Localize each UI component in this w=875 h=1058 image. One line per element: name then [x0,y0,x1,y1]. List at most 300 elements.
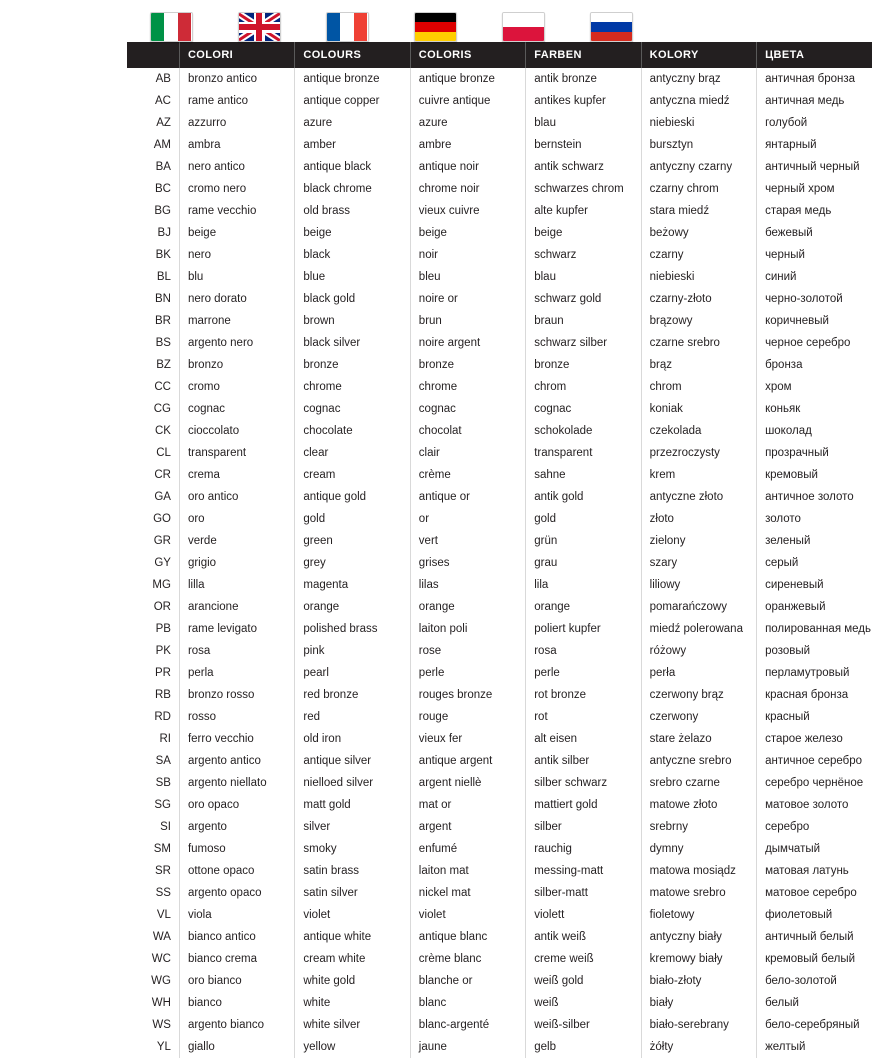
table-row [127,684,872,706]
color-names-table [127,42,872,1058]
cell-color-name: зеленый [757,530,872,552]
cell-code: GR [153,535,171,547]
cell-color-name: lila [526,574,641,596]
cell-color-name: antik gold [526,486,641,508]
cell-code: RD [154,711,171,723]
cell-code: YL [156,1041,171,1053]
table-row [127,464,872,486]
cell-color-name: nero antico [179,156,294,178]
cell-color-name: stara miedź [641,200,756,222]
cell-color-name: matowe srebro [641,882,756,904]
cell-color-name: red [295,706,410,728]
cell-color-name: schwarz silber [526,332,641,354]
cell-code: RI [159,733,171,745]
cell-color-name: old iron [295,728,410,750]
table-row [127,156,872,178]
cell-color-name: vieux cuivre [410,200,525,222]
cell-color-name: pearl [295,662,410,684]
cell-color-name: cognac [179,398,294,420]
cell-code: GA [154,491,171,503]
cell-color-name: schwarzes chrom [526,178,641,200]
cell-color-name: бронза [757,354,872,376]
cell-color-name: perła [641,662,756,684]
cell-color-name: черно-золотой [757,288,872,310]
cell-color-name: kremowy biały [641,948,756,970]
cell-color-name: schwarz [526,244,641,266]
table-row [127,794,872,816]
table-header [127,42,872,68]
cell-color-name: creme weiß [526,948,641,970]
cell-color-name: бежевый [757,222,872,244]
cell-color-name: beżowy [641,222,756,244]
header-colours: COLOURS [295,42,410,68]
cell-code: AC [154,95,171,107]
cell-color-name: black gold [295,288,410,310]
cell-color-name: chrom [641,376,756,398]
cell-color-name: nielloed silver [295,772,410,794]
cell-color-name: szary [641,552,756,574]
cell-color-name: розовый [757,640,872,662]
cell-color-name: bianco crema [179,948,294,970]
cell-code: SI [160,821,171,833]
cell-code: SB [155,777,171,789]
cell-color-name: alt eisen [526,728,641,750]
cell-color-name: poliert kupfer [526,618,641,640]
table-row [127,618,872,640]
table-row [127,860,872,882]
cell-color-name: antyczny biały [641,926,756,948]
table-row [127,838,872,860]
cell-color-name: коричневый [757,310,872,332]
cell-color-name: blanche or [410,970,525,992]
cell-color-name: biało-serebrany [641,1014,756,1036]
cell-color-name: blau [526,112,641,134]
cell-color-name: черное серебро [757,332,872,354]
table-row [127,706,872,728]
cell-color-name: oro opaco [179,794,294,816]
cell-code: OR [153,601,171,613]
cell-color-name: beige [410,222,525,244]
cell-code: AM [153,139,171,151]
cell-color-name: schokolade [526,420,641,442]
header-cveta: ЦВЕТА [757,42,872,68]
cell-color-name: pink [295,640,410,662]
cell-color-name: vert [410,530,525,552]
table-row [127,178,872,200]
cell-color-name: cream white [295,948,410,970]
cell-color-name: silber schwarz [526,772,641,794]
cell-color-name: ferro vecchio [179,728,294,750]
cell-code: BG [154,205,171,217]
cell-color-name: бело-золотой [757,970,872,992]
cell-color-name: rosa [179,640,294,662]
header-farben: FARBEN [526,42,641,68]
cell-color-name: noire argent [410,332,525,354]
cell-color-name: cuivre antique [410,90,525,112]
cell-color-name: rame antico [179,90,294,112]
cell-color-name: fumoso [179,838,294,860]
cell-color-name: blu [179,266,294,288]
cell-color-name: matt gold [295,794,410,816]
cell-color-name: laiton mat [410,860,525,882]
cell-code: SA [155,755,171,767]
table-row [127,574,872,596]
cell-code: BA [155,161,171,173]
cell-color-name: cioccolato [179,420,294,442]
table-row [127,926,872,948]
cell-color-name: chrom [526,376,641,398]
cell-color-name: stare żelazo [641,728,756,750]
cell-color-name: rot bronze [526,684,641,706]
cell-color-name: bronzo antico [179,68,294,90]
cell-code: GY [154,557,171,569]
cell-color-name: rame vecchio [179,200,294,222]
cell-color-name: srebro czarne [641,772,756,794]
cell-color-name: матовое золото [757,794,872,816]
cell-color-name: weiß-silber [526,1014,641,1036]
cell-color-name: argento niellato [179,772,294,794]
cell-code: WH [151,997,171,1009]
cell-code: SM [153,843,171,855]
cell-color-name: antique noir [410,156,525,178]
cell-color-name: bronzo rosso [179,684,294,706]
cell-color-name: crème blanc [410,948,525,970]
table-row [127,1036,872,1058]
table-row [127,200,872,222]
cell-code: BS [155,337,171,349]
cell-color-name: bernstein [526,134,641,156]
cell-color-name: old brass [295,200,410,222]
table-row [127,68,872,90]
cell-code: GO [153,513,171,525]
cell-color-name: argent [410,816,525,838]
cell-color-name: czerwony [641,706,756,728]
cell-color-name: argento antico [179,750,294,772]
cell-color-name: srebrny [641,816,756,838]
cell-color-name: argento bianco [179,1014,294,1036]
cell-color-name: black [295,244,410,266]
cell-color-name: argento opaco [179,882,294,904]
cell-color-name: zielony [641,530,756,552]
cell-color-name: bianco antico [179,926,294,948]
table-row [127,1014,872,1036]
cell-color-name: giallo [179,1036,294,1058]
cell-color-name: red bronze [295,684,410,706]
cell-color-name: silver [295,816,410,838]
cell-color-name: czarny-złoto [641,288,756,310]
cell-color-name: złoto [641,508,756,530]
cell-color-name: античная медь [757,90,872,112]
cell-color-name: cognac [526,398,641,420]
cell-color-name: beige [526,222,641,244]
cell-color-name: cromo [179,376,294,398]
cell-color-name: argent niellè [410,772,525,794]
cell-color-name: oro bianco [179,970,294,992]
table-row [127,882,872,904]
cell-color-name: white silver [295,1014,410,1036]
cell-color-name: rauchig [526,838,641,860]
header-kolory: KOLORY [641,42,756,68]
cell-color-name: lilla [179,574,294,596]
table-row [127,948,872,970]
cell-color-name: матовое серебро [757,882,872,904]
cell-color-name: antik schwarz [526,156,641,178]
cell-color-name: античное золото [757,486,872,508]
cell-color-name: bursztyn [641,134,756,156]
cell-color-name: messing-matt [526,860,641,882]
cell-color-name: кремовый [757,464,872,486]
cell-color-name: liliowy [641,574,756,596]
table-row [127,816,872,838]
cell-color-name: azure [410,112,525,134]
cell-color-name: grey [295,552,410,574]
cell-color-name: silber [526,816,641,838]
cell-color-name: янтарный [757,134,872,156]
cell-color-name: коньяк [757,398,872,420]
cell-color-name: белый [757,992,872,1014]
cell-color-name: красная бронза [757,684,872,706]
cell-color-name: античное серебро [757,750,872,772]
cell-color-name: antique white [295,926,410,948]
cell-color-name: niebieski [641,266,756,288]
cell-color-name: smoky [295,838,410,860]
cell-color-name: przezroczysty [641,442,756,464]
cell-color-name: blanc [410,992,525,1014]
cell-color-name: старая медь [757,200,872,222]
cell-code: VL [156,909,171,921]
cell-color-name: black silver [295,332,410,354]
cell-color-name: blanc-argenté [410,1014,525,1036]
cell-color-name: żółty [641,1036,756,1058]
cell-color-name: nickel mat [410,882,525,904]
cell-code: BL [156,271,171,283]
cell-color-name: beige [295,222,410,244]
cell-color-name: nero [179,244,294,266]
cell-color-name: matowa mosiądz [641,860,756,882]
flag-cell-france [303,12,391,42]
cell-color-name: orange [526,596,641,618]
cell-color-name: or [410,508,525,530]
cell-color-name: braun [526,310,641,332]
cell-color-name: white [295,992,410,1014]
cell-color-name: white gold [295,970,410,992]
cell-color-name: lilas [410,574,525,596]
flag-cell-russia [567,12,655,42]
table-row [127,288,872,310]
cell-color-name: black chrome [295,178,410,200]
cell-color-name: czarny [641,244,756,266]
cell-color-name: viola [179,904,294,926]
cell-color-name: czarny chrom [641,178,756,200]
header-coloris: COLORIS [410,42,525,68]
table-row [127,398,872,420]
cell-code: BZ [156,359,171,371]
header-colori: COLORI [179,42,294,68]
cell-color-name: blau [526,266,641,288]
cell-color-name: silber-matt [526,882,641,904]
table-row [127,970,872,992]
table-row [127,904,872,926]
cell-code: CG [153,403,171,415]
cell-color-name: chrome [295,376,410,398]
cell-code: RB [154,689,171,701]
cell-color-name: polished brass [295,618,410,640]
cell-code: PK [155,645,171,657]
flag-germany [414,12,457,42]
cell-color-name: antyczny brąz [641,68,756,90]
cell-color-name: transparent [179,442,294,464]
cell-color-name: серебро [757,816,872,838]
cell-color-name: сиреневый [757,574,872,596]
cell-code: BN [154,293,171,305]
cell-color-name: brąz [641,354,756,376]
cell-color-name: azure [295,112,410,134]
cell-color-name: старое железо [757,728,872,750]
cell-color-name: grigio [179,552,294,574]
cell-color-name: cromo nero [179,178,294,200]
cell-code: CR [154,469,171,481]
cell-color-name: красный [757,706,872,728]
cell-color-name: różowy [641,640,756,662]
cell-color-name: chrome [410,376,525,398]
cell-color-name: antik weiß [526,926,641,948]
cell-code: SG [154,799,171,811]
cell-color-name: verde [179,530,294,552]
flag-united-kingdom [238,12,281,42]
flag-cell-poland [479,12,567,42]
table-row [127,90,872,112]
cell-color-name: bronze [410,354,525,376]
cell-color-name: matowe złoto [641,794,756,816]
cell-color-name: dymny [641,838,756,860]
cell-color-name: бело-серебряный [757,1014,872,1036]
cell-color-name: antique argent [410,750,525,772]
cell-color-name: grises [410,552,525,574]
cell-color-name: rosa [526,640,641,662]
cell-color-name: weiß gold [526,970,641,992]
cell-color-name: vieux fer [410,728,525,750]
cell-color-name: brun [410,310,525,332]
cell-color-name: orange [295,596,410,618]
header-code [127,42,179,68]
cell-color-name: античная бронза [757,68,872,90]
cell-color-name: biały [641,992,756,1014]
cell-color-name: rouge [410,706,525,728]
cell-code: CL [156,447,171,459]
cell-color-name: оранжевый [757,596,872,618]
cell-color-name: perle [410,662,525,684]
cell-color-name: czarne srebro [641,332,756,354]
cell-color-name: noir [410,244,525,266]
cell-code: BR [154,315,171,327]
cell-color-name: antique black [295,156,410,178]
flag-france [326,12,369,42]
cell-color-name: bronze [295,354,410,376]
cell-color-name: crema [179,464,294,486]
cell-color-name: oro antico [179,486,294,508]
cell-color-name: azzurro [179,112,294,134]
cell-color-name: amber [295,134,410,156]
cell-color-name: полированная медь [757,618,872,640]
flag-cell-italy [127,12,215,42]
cell-color-name: золото [757,508,872,530]
cell-color-name: antique bronze [295,68,410,90]
cell-color-name: mattiert gold [526,794,641,816]
cell-color-name: antik bronze [526,68,641,90]
flag-russia [590,12,633,42]
cell-color-name: nero dorato [179,288,294,310]
flag-cell-germany [391,12,479,42]
cell-color-name: arancione [179,596,294,618]
cell-color-name: античный белый [757,926,872,948]
cell-color-name: antyczne złoto [641,486,756,508]
cell-color-name: gold [526,508,641,530]
table-row [127,244,872,266]
cell-color-name: czerwony brąz [641,684,756,706]
cell-color-name: прозрачный [757,442,872,464]
cell-code: PB [155,623,171,635]
cell-code: AZ [156,117,171,129]
cell-code: MG [152,579,171,591]
cell-code: SS [155,887,171,899]
cell-code: CC [154,381,171,393]
table-row [127,596,872,618]
cell-color-name: argento nero [179,332,294,354]
cell-code: WC [151,953,171,965]
cell-color-name: laiton poli [410,618,525,640]
table-row [127,992,872,1014]
cell-color-name: rame levigato [179,618,294,640]
cell-color-name: koniak [641,398,756,420]
cell-color-name: antique blanc [410,926,525,948]
cell-color-name: sahne [526,464,641,486]
cell-color-name: bleu [410,266,525,288]
table-row [127,508,872,530]
cell-color-name: perle [526,662,641,684]
table-body [127,68,872,1058]
table-row [127,442,872,464]
cell-color-name: grau [526,552,641,574]
cell-color-name: ambre [410,134,525,156]
cell-color-name: фиолетовый [757,904,872,926]
table-row [127,552,872,574]
table-row [127,332,872,354]
cell-color-name: noire or [410,288,525,310]
cell-color-name: серый [757,552,872,574]
table-row [127,266,872,288]
cell-color-name: clair [410,442,525,464]
cell-color-name: schwarz gold [526,288,641,310]
cell-color-name: green [295,530,410,552]
table-row [127,662,872,684]
cell-color-name: satin silver [295,882,410,904]
cell-color-name: marrone [179,310,294,332]
cell-color-name: antyczna miedź [641,90,756,112]
cell-color-name: orange [410,596,525,618]
cell-color-name: матовая латунь [757,860,872,882]
cell-color-name: chocolate [295,420,410,442]
cell-code: BJ [157,227,171,239]
table-row [127,354,872,376]
cell-color-name: violett [526,904,641,926]
cell-color-name: bianco [179,992,294,1014]
cell-color-name: perla [179,662,294,684]
cell-color-name: violet [295,904,410,926]
cell-color-name: cognac [410,398,525,420]
table-row [127,112,872,134]
cell-color-name: antique gold [295,486,410,508]
cell-color-name: bronzo [179,354,294,376]
